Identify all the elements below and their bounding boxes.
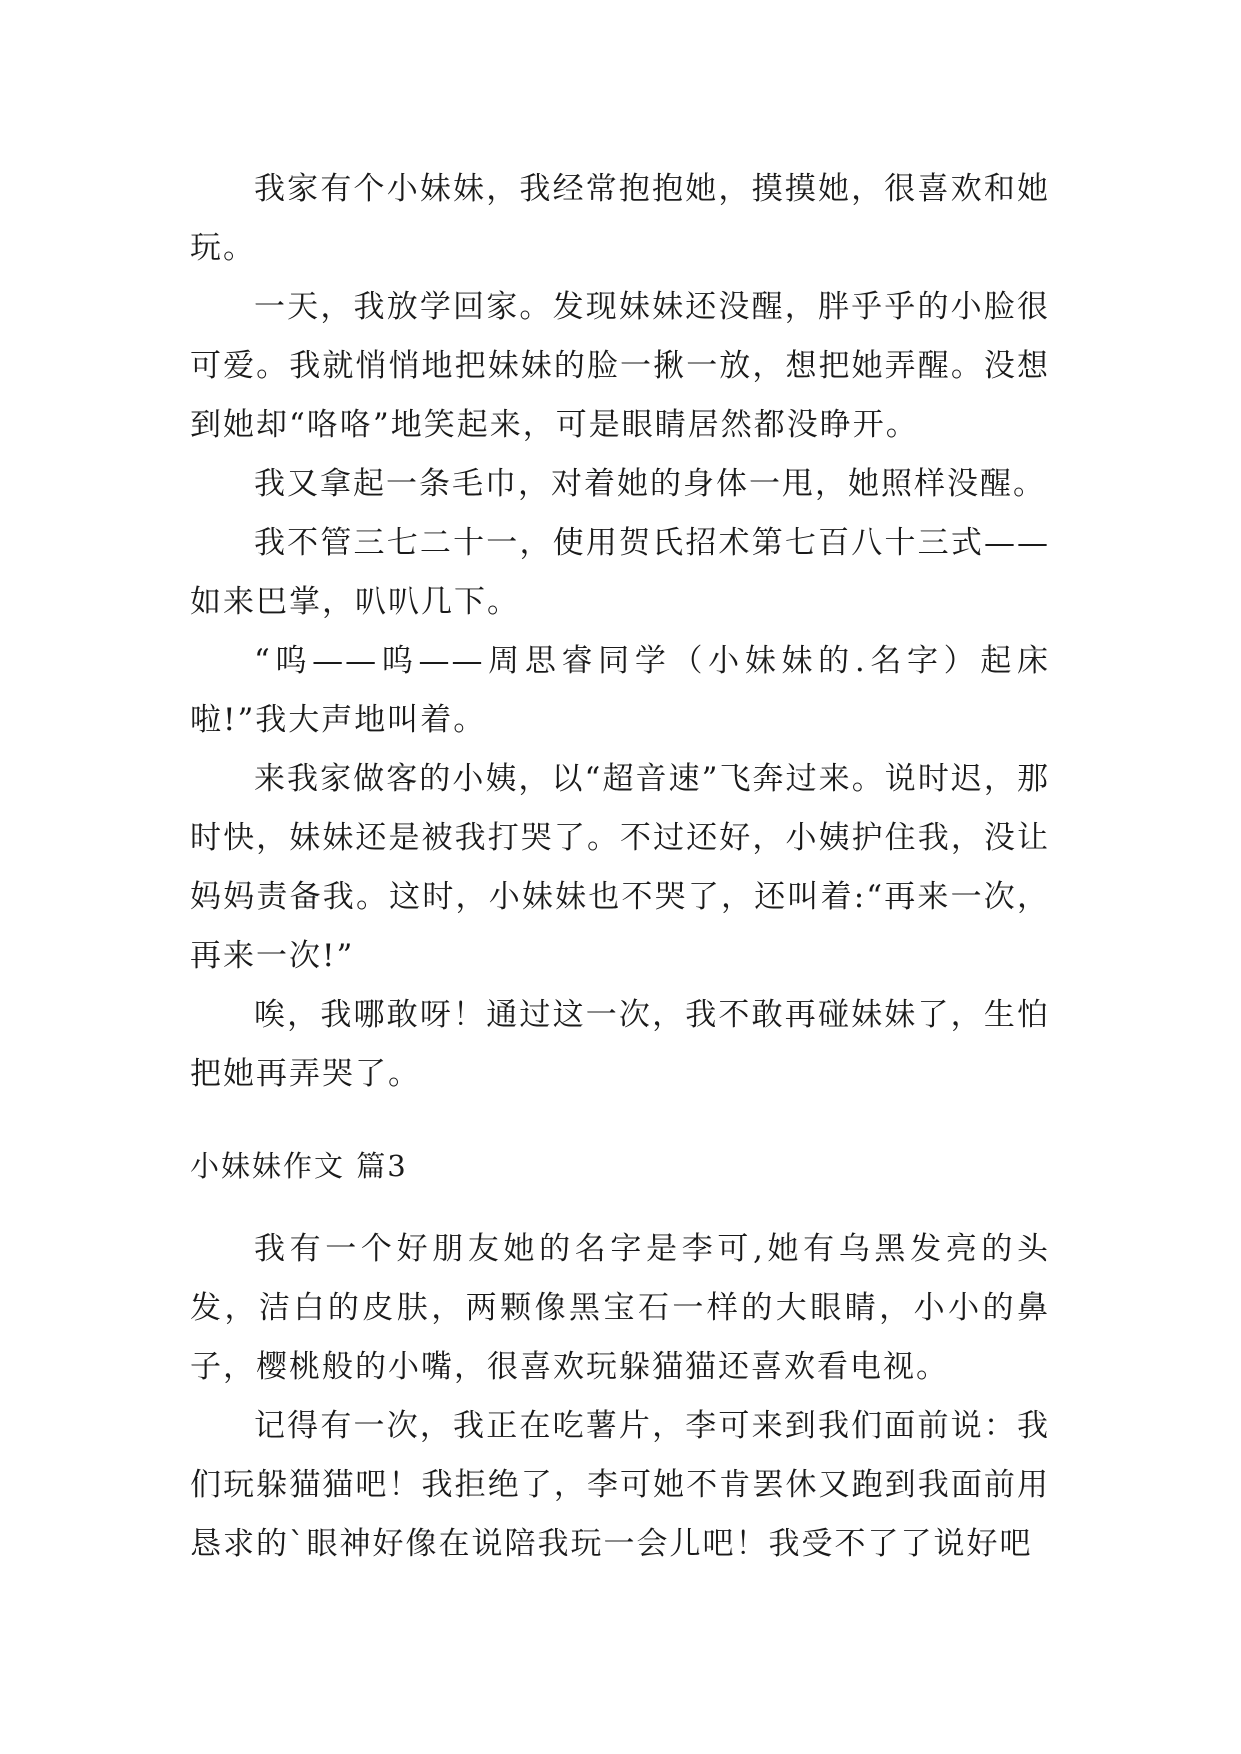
paragraph: 我有一个好朋友她的名字是李可,她有乌黑发亮的头发，洁白的皮肤，两颗像黑宝石一样的大眼睛，小小的鼻子，樱桃般的小嘴，很喜欢玩躲猫猫还喜欢看电视。: [190, 1231, 1050, 1385]
section-title: 小妹妹作文 篇3: [190, 1149, 408, 1183]
essay-section-two: [190, 1220, 1050, 1574]
paragraph: 来我家做客的小姨，以“超音速”飞奔过来。说时迟，那时快，妹妹还是被我打哭了。不过还好，小姨护住我，没让妈妈责备我。这时，小妹妹也不哭了，还叫着:“再来一次，再来一次!”: [190, 761, 1050, 974]
paragraph: 唉，我哪敢呀！通过这一次，我不敢再碰妹妹了，生怕把她再弄哭了。: [190, 997, 1050, 1092]
paragraph: 一天，我放学回家。发现妹妹还没醒，胖乎乎的小脸很可爱。我就悄悄地把妹妹的脸一揪一放，想把她弄醒。没想到她却“咯咯”地笑起来，可是眼睛居然都没睁开。: [190, 289, 1050, 443]
paragraph: 我又拿起一条毛巾，对着她的身体一甩，她照样没醒。: [254, 466, 1046, 502]
essay-section-one: [190, 160, 1050, 1104]
paragraph: “呜——呜——周思睿同学（小妹妹的.名字）起床啦!”我大声地叫着。: [190, 643, 1050, 738]
paragraph: 记得有一次，我正在吃薯片，李可来到我们面前说：我们玩躲猫猫吧！我拒绝了，李可她不肯罢休又跑到我面前用恳求的`眼神好像在说陪我玩一会儿吧！我受不了了说好吧: [190, 1408, 1050, 1562]
paragraph: 我不管三七二十一，使用贺氏招术第七百八十三式——如来巴掌，叭叭几下。: [190, 525, 1050, 620]
paragraph: 我家有个小妹妹，我经常抱抱她，摸摸她，很喜欢和她玩。: [190, 171, 1050, 266]
